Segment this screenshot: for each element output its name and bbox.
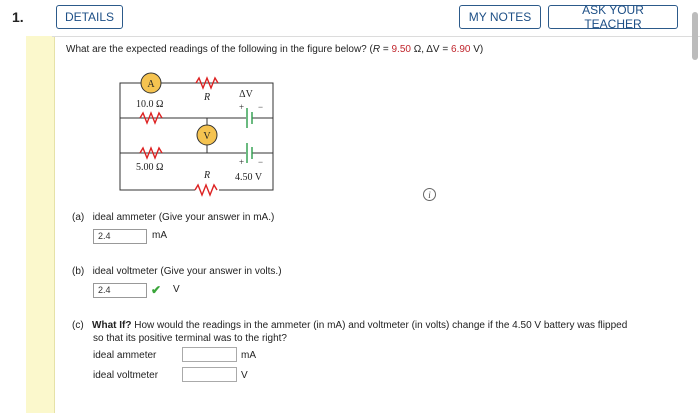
- part-a-letter: (a): [72, 212, 85, 223]
- volt-unit: V): [473, 44, 484, 55]
- part-a-unit: mA: [152, 230, 167, 241]
- plus-1: +: [239, 102, 245, 112]
- r-bottom-label: R: [203, 170, 211, 181]
- info-icon[interactable]: i: [423, 188, 436, 201]
- part-c-voltmeter-unit: V: [241, 370, 248, 381]
- question-side-bar: [26, 36, 55, 413]
- separator: ,: [421, 44, 427, 55]
- question-number: 1.: [12, 9, 24, 25]
- plus-2: +: [239, 157, 245, 167]
- part-c-ammeter-label: ideal ammeter: [93, 350, 157, 361]
- r-symbol: R: [372, 44, 381, 55]
- circuit-figure: [118, 68, 278, 198]
- r-value: 9.50: [391, 44, 411, 55]
- part-a-label: [72, 212, 274, 223]
- my-notes-button[interactable]: MY NOTES: [459, 5, 541, 29]
- dv-label: ΔV: [239, 89, 253, 100]
- details-button[interactable]: DETAILS: [56, 5, 123, 29]
- part-c-line1: [72, 320, 627, 331]
- r5-label: 5.00 Ω: [136, 162, 164, 173]
- what-if-label: What If?: [92, 320, 132, 331]
- ammeter-label: A: [147, 79, 155, 90]
- dv-symbol: ΔV: [426, 44, 440, 55]
- v450-label: 4.50 V: [235, 172, 263, 183]
- scrollbar[interactable]: [692, 12, 698, 60]
- part-b-answer-field[interactable]: 2.4: [93, 283, 147, 298]
- part-c-voltmeter-label: ideal voltmeter: [93, 370, 159, 381]
- part-a-text: ideal ammeter (Give your answer in mA.): [92, 212, 275, 223]
- ask-teacher-button[interactable]: ASK YOUR TEACHER: [548, 5, 678, 29]
- part-b-label: [72, 266, 282, 277]
- equals-sign: =: [380, 44, 392, 55]
- minus-1: −: [258, 102, 264, 112]
- voltmeter-label: V: [203, 131, 211, 142]
- part-b-letter: (b): [72, 266, 85, 277]
- part-b-text: ideal voltmeter (Give your answer in volts.): [92, 266, 282, 277]
- part-c-ammeter-field[interactable]: [182, 347, 237, 362]
- part-a-answer-field[interactable]: 2.4: [93, 229, 147, 244]
- r-top-label: R: [203, 92, 211, 103]
- part-c-ammeter-unit: mA: [241, 350, 256, 361]
- part-c-line2: so that its positive terminal was to the right?: [93, 333, 287, 344]
- question-prompt: [66, 44, 483, 55]
- ohm-unit: Ω: [413, 44, 422, 55]
- r10-label: 10.0 Ω: [136, 99, 164, 110]
- equals-sign-2: =: [439, 44, 452, 55]
- part-c-text1: How would the readings in the ammeter (in mA) and voltmeter (in volts) change if the 4.50 V battery was flipped: [131, 320, 628, 331]
- minus-2: −: [258, 157, 264, 167]
- check-icon: ✔: [151, 283, 162, 297]
- prompt-text: What are the expected readings of the following in the figure below? (: [66, 44, 373, 55]
- part-b-unit: V: [173, 284, 180, 295]
- part-c-letter: (c): [72, 320, 84, 331]
- dv-value: 6.90: [451, 44, 471, 55]
- part-c-voltmeter-field[interactable]: [182, 367, 237, 382]
